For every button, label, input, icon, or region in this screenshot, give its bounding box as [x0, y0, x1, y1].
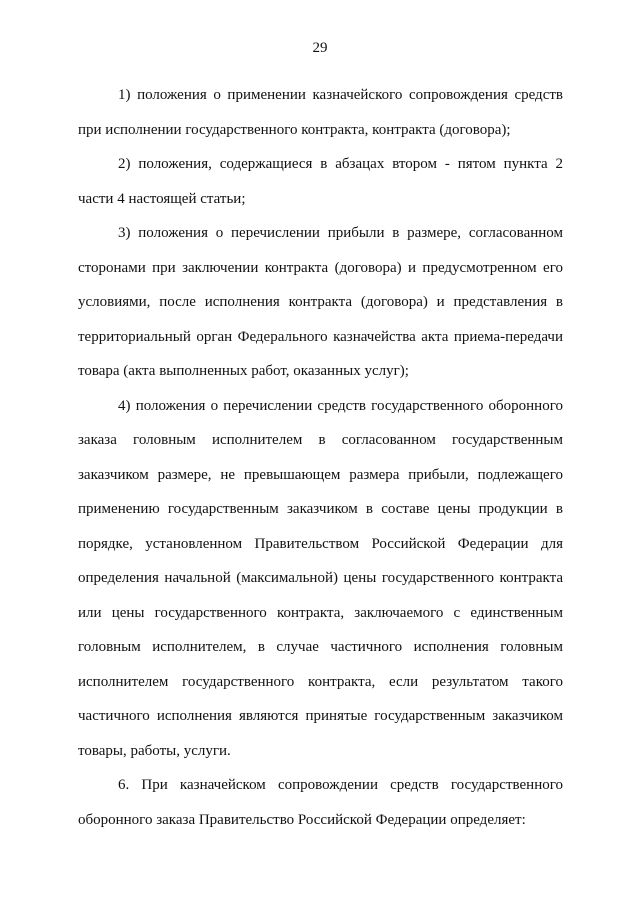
- paragraph-section-6: 6. При казначейском сопровождении средств государственного оборонного заказа Правительство Российской Федерации определяет:: [78, 777, 563, 828]
- document-body: [78, 78, 563, 837]
- page-number: 29: [312, 40, 328, 56]
- paragraph-item-3: 3) положения о перечислении прибыли в размере, согласованном сторонами при заключении контракта (договора) и предусмотренном его условиями, после исполнения контракта (договора) и представления в территориальный орган Федерального казначейства акта приема-передачи товара (акта выполненных работ, оказанных услуг);: [78, 225, 563, 379]
- paragraph-item-2: 2) положения, содержащиеся в абзацах втором - пятом пункта 2 части 4 настоящей статьи;: [78, 156, 563, 207]
- paragraph-item-4: 4) положения о перечислении средств государственного оборонного заказа головным исполнителем в согласованном государственным заказчиком размере, не превышающем размера прибыли, подлежащего применению государственным заказчиком в составе цены продукции в порядке, установленном Правительством Российской Федерации для определения начальной (максимальной) цены государственного контракта или цены государственного контракта, заключаемого с единственным головным исполнителем, в случае частичного исполнения головным исполнителем государственного контракта, если результатом такого частичного исполнения являются принятые государственным заказчиком товары, работы, услуги.: [78, 397, 563, 759]
- paragraph-item-1: 1) положения о применении казначейского сопровождения средств при исполнении государственного контракта, контракта (договора);: [78, 87, 563, 138]
